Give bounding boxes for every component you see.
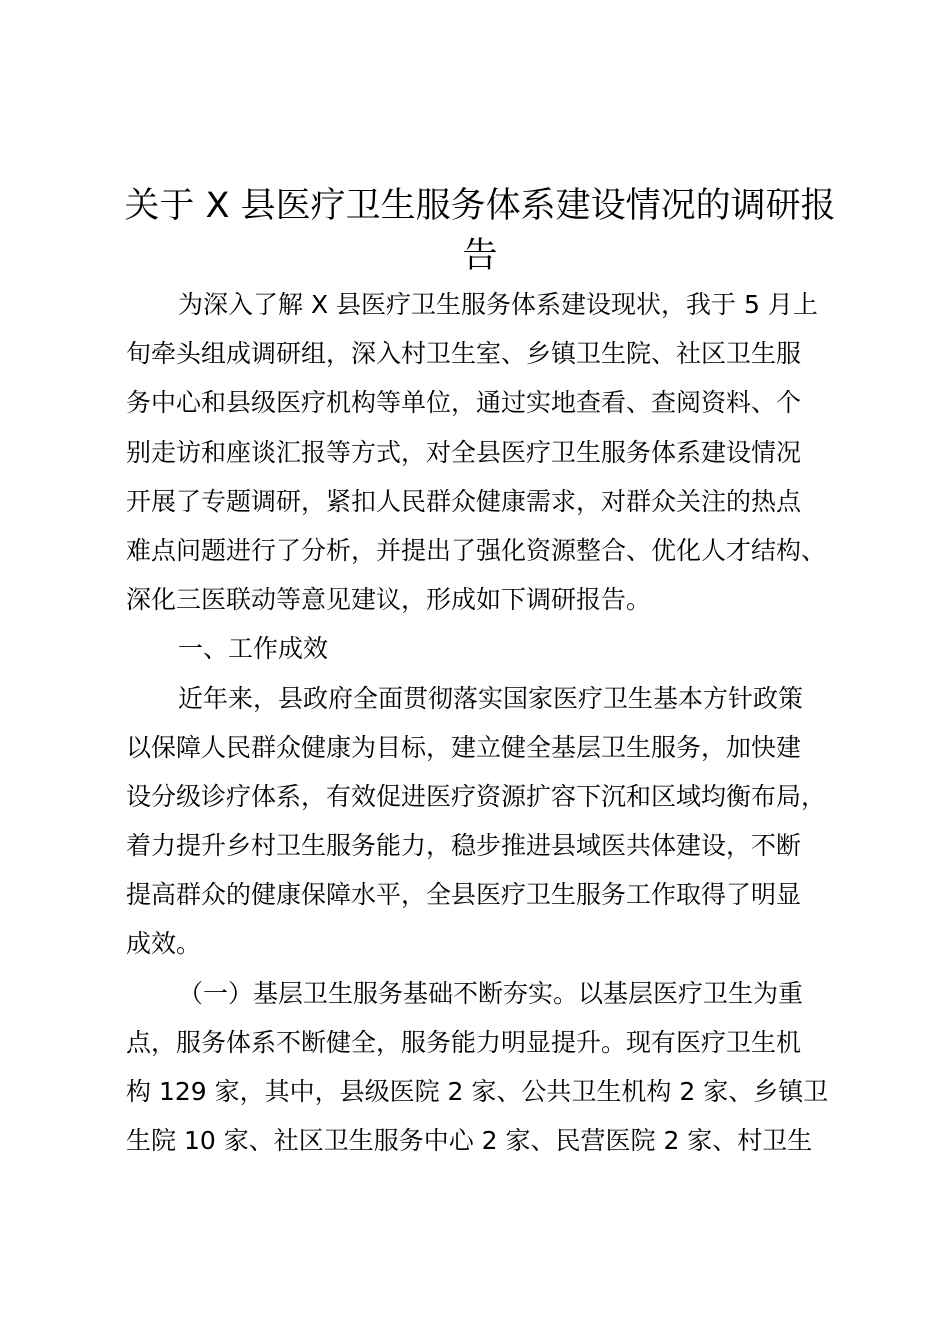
document-title-line-1: 关于 X 县医疗卫生服务体系建设情况的调研报: [124, 186, 836, 226]
paragraph-line: 成效。: [126, 929, 202, 959]
paragraph-line: 着力提升乡村卫生服务能力，稳步推进县域医共体建设，不断: [126, 831, 802, 861]
paragraph-line: 设分级诊疗体系，有效促进医疗资源扩容下沉和区域均衡布局，: [126, 781, 827, 811]
paragraph-line: 务中心和县级医疗机构等单位，通过实地查看、查阅资料、个: [126, 388, 802, 418]
paragraph-line: 提高群众的健康保障水平，全县医疗卫生服务工作取得了明显: [126, 880, 802, 910]
document-body: [126, 280, 866, 1165]
section-heading: 一、工作成效: [178, 634, 329, 664]
paragraph-line: 为深入了解 X 县医疗卫生服务体系建设现状，我于 5 月上: [178, 290, 818, 319]
paragraph-line: 点，服务体系不断健全，服务能力明显提升。现有医疗卫生机: [126, 1027, 802, 1057]
paragraph-line: 难点问题进行了分析，并提出了强化资源整合、优化人才结构、: [126, 535, 827, 565]
paragraph-line: （一）基层卫生服务基础不断夯实。以基层医疗卫生为重: [178, 978, 804, 1008]
paragraph-line: 深化三医联动等意见建议，形成如下调研报告。: [126, 585, 652, 615]
document-title-line-2: 告: [462, 236, 498, 276]
paragraph-line: 生院 10 家、社区卫生服务中心 2 家、民营医院 2 家、村卫生: [126, 1126, 813, 1156]
paragraph-line: 近年来，县政府全面贯彻落实国家医疗卫生基本方针政策: [178, 683, 804, 713]
paragraph-line: 构 129 家，其中，县级医院 2 家、公共卫生机构 2 家、乡镇卫: [126, 1077, 829, 1106]
paragraph-line: 旬牵头组成调研组，深入村卫生室、乡镇卫生院、社区卫生服: [126, 339, 802, 369]
paragraph-line: 以保障人民群众健康为目标，建立健全基层卫生服务，加快建: [126, 732, 802, 762]
paragraph-line: 开展了专题调研，紧扣人民群众健康需求，对群众关注的热点: [126, 486, 802, 516]
paragraph-line: 别走访和座谈汇报等方式，对全县医疗卫生服务体系建设情况: [126, 437, 802, 467]
